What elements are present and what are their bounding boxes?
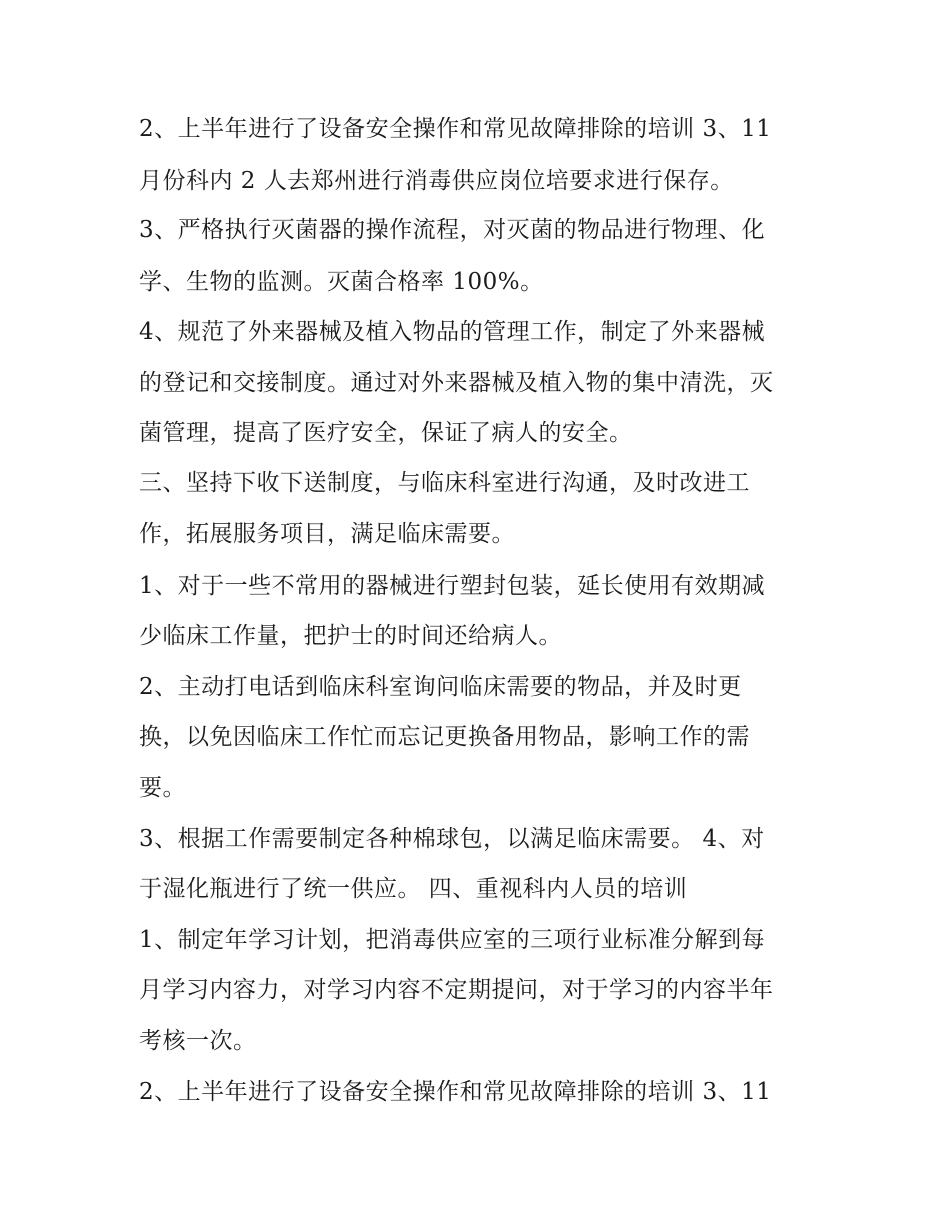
text-line: 月学习内容力，对学习内容不定期提问，对于学习的内容半年: [139, 977, 774, 1003]
text-line: 3、根据工作需要制定各种棉球包，以满足临床需要。 4、对: [139, 826, 765, 852]
text-line: 4、规范了外来器械及植入物品的管理工作，制定了外来器械: [139, 319, 766, 345]
text-line: 2、上半年进行了设备安全操作和常见故障排除的培训 3、11: [139, 1079, 772, 1105]
text-line: 要。: [139, 775, 186, 801]
text-line: 3、严格执行灭菌器的操作流程，对灭菌的物品进行物理、化: [139, 217, 766, 243]
text-line: 菌管理，提高了医疗安全，保证了病人的安全。: [139, 420, 633, 446]
text-line: 考核一次。: [139, 1028, 257, 1054]
text-line: 的登记和交接制度。通过对外来器械及植入物的集中清洗，灭: [139, 370, 774, 396]
text-line: 1、对于一些不常用的器械进行塑封包装，延长使用有效期减: [139, 573, 766, 599]
text-line: 三、坚持下收下送制度，与临床科室进行沟通，及时改进工: [139, 470, 750, 496]
text-line: 2、主动打电话到临床科室询问临床需要的物品，并及时更: [139, 674, 742, 700]
text-line: 月份科内 2 人去郑州进行消毒供应岗位培要求进行保存。: [139, 168, 734, 194]
text-line: 学、生物的监测。灭菌合格率 100%。: [139, 269, 544, 295]
text-line: 于湿化瓶进行了统一供应。 四、重视科内人员的培训: [139, 876, 688, 902]
text-line: 换，以免因临床工作忙而忘记更换备用物品，影响工作的需: [139, 724, 750, 750]
text-line: 1、制定年学习计划，把消毒供应室的三项行业标准分解到每: [139, 927, 766, 953]
text-line: 作，拓展服务项目，满足临床需要。: [139, 521, 515, 547]
text-line: 少临床工作量，把护士的时间还给病人。: [139, 623, 562, 649]
text-line: 2、上半年进行了设备安全操作和常见故障排除的培训 3、11: [139, 116, 772, 142]
